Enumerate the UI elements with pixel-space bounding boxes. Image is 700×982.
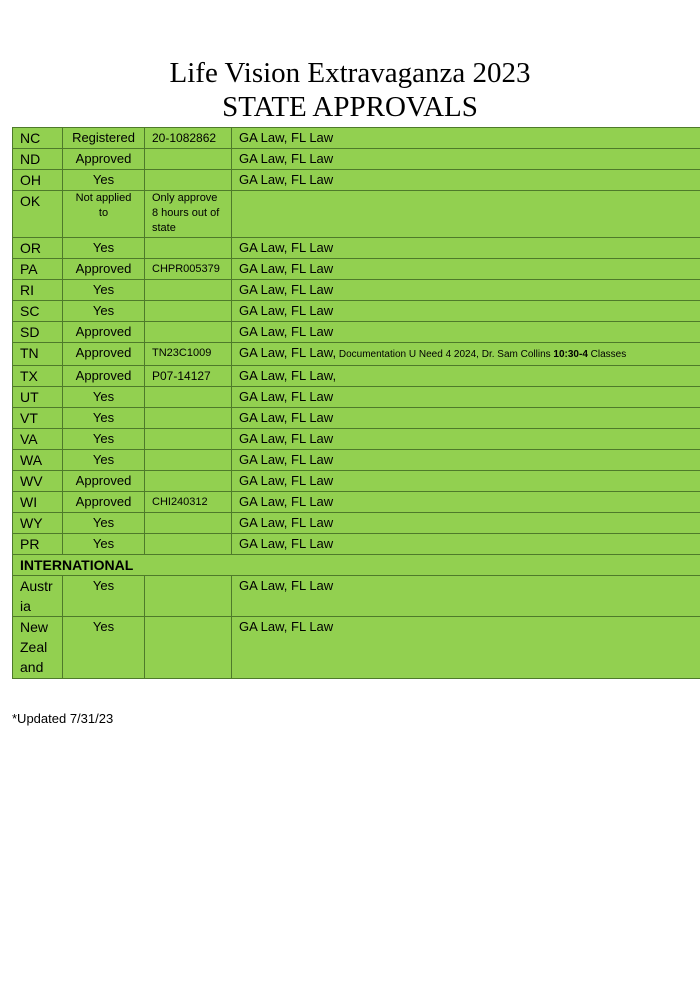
laws-cell: GA Law, FL Law	[232, 450, 700, 471]
laws-cell: GA Law, FL Law	[232, 280, 700, 301]
status-cell: Yes	[63, 408, 145, 429]
laws-cell	[232, 343, 700, 366]
state-cell: WA	[13, 450, 63, 471]
laws-cell: GA Law, FL Law	[232, 387, 700, 408]
laws-cell: GA Law, FL Law,	[232, 366, 700, 387]
table-row	[13, 238, 700, 259]
status-cell: Approved	[63, 366, 145, 387]
laws-cell	[232, 191, 700, 238]
number-cell	[145, 387, 232, 408]
status-cell: Yes	[63, 280, 145, 301]
status-cell: Approved	[63, 343, 145, 366]
table-row	[13, 170, 700, 191]
laws-cell: GA Law, FL Law	[232, 170, 700, 191]
laws-cell: GA Law, FL Law	[232, 301, 700, 322]
table-row	[13, 149, 700, 170]
laws-cell: GA Law, FL Law	[232, 238, 700, 259]
table-row	[13, 492, 700, 513]
country-cell: New Zealand	[13, 617, 63, 679]
state-cell: WI	[13, 492, 63, 513]
number-cell	[145, 322, 232, 343]
state-approvals-table	[12, 127, 700, 679]
table-row	[13, 322, 700, 343]
number-cell	[145, 576, 232, 617]
status-cell: Yes	[63, 513, 145, 534]
state-cell: OR	[13, 238, 63, 259]
table-row	[13, 555, 700, 576]
table-row	[13, 191, 700, 238]
number-cell	[145, 149, 232, 170]
number-cell	[145, 170, 232, 191]
status-cell: Yes	[63, 170, 145, 191]
state-cell: WV	[13, 471, 63, 492]
status-cell: Yes	[63, 429, 145, 450]
status-cell: Yes	[63, 617, 145, 679]
number-cell	[145, 471, 232, 492]
table-row	[13, 128, 700, 149]
state-cell: RI	[13, 280, 63, 301]
laws-cell: GA Law, FL Law	[232, 322, 700, 343]
number-cell: P07-14127	[145, 366, 232, 387]
laws-cell: GA Law, FL Law	[232, 534, 700, 555]
state-cell: UT	[13, 387, 63, 408]
table-row	[13, 429, 700, 450]
table-row	[13, 408, 700, 429]
state-cell: SC	[13, 301, 63, 322]
laws-cell: GA Law, FL Law	[232, 408, 700, 429]
state-cell: TN	[13, 343, 63, 366]
country-cell: Austria	[13, 576, 63, 617]
number-cell	[145, 280, 232, 301]
number-cell	[145, 429, 232, 450]
status-cell: Approved	[63, 322, 145, 343]
laws-text: GA Law, FL Law,	[239, 345, 337, 360]
laws-cell: GA Law, FL Law	[232, 259, 700, 280]
table-row	[13, 513, 700, 534]
number-cell	[145, 408, 232, 429]
status-cell: Yes	[63, 238, 145, 259]
updated-footnote: *Updated 7/31/23	[12, 711, 114, 726]
state-cell: TX	[13, 366, 63, 387]
status-cell: Yes	[63, 534, 145, 555]
status-cell: Yes	[63, 301, 145, 322]
number-cell	[145, 238, 232, 259]
state-cell: OK	[13, 191, 63, 238]
extra-note: Documentation U Need 4 2024, Dr. Sam Collins	[336, 349, 554, 360]
table-row	[13, 387, 700, 408]
laws-cell: GA Law, FL Law	[232, 617, 700, 679]
status-cell: Yes	[63, 387, 145, 408]
status-cell: Approved	[63, 149, 145, 170]
laws-cell: GA Law, FL Law	[232, 513, 700, 534]
status-cell: Yes	[63, 450, 145, 471]
table-row	[13, 450, 700, 471]
laws-cell: GA Law, FL Law	[232, 149, 700, 170]
table-row	[13, 280, 700, 301]
document-title: Life Vision Extravaganza 2023	[169, 57, 531, 89]
state-cell: VA	[13, 429, 63, 450]
extra-note-time: 10:30-4	[553, 349, 588, 360]
table-row	[13, 301, 700, 322]
number-cell	[145, 450, 232, 471]
laws-cell: GA Law, FL Law	[232, 576, 700, 617]
number-cell	[145, 301, 232, 322]
table-row	[13, 259, 700, 280]
status-cell: Approved	[63, 259, 145, 280]
state-cell: PA	[13, 259, 63, 280]
status-cell: Not applied to	[63, 191, 145, 238]
laws-cell: GA Law, FL Law	[232, 471, 700, 492]
extra-note-tail: Classes	[587, 349, 627, 360]
table-row	[13, 366, 700, 387]
laws-cell: GA Law, FL Law	[232, 128, 700, 149]
document-subtitle: STATE APPROVALS	[222, 91, 478, 123]
table-row	[13, 576, 700, 617]
state-cell: PR	[13, 534, 63, 555]
state-cell: WY	[13, 513, 63, 534]
number-cell: Only approve 8 hours out of state	[145, 191, 232, 238]
laws-cell: GA Law, FL Law	[232, 492, 700, 513]
state-cell: NC	[13, 128, 63, 149]
number-cell	[145, 617, 232, 679]
state-cell: OH	[13, 170, 63, 191]
state-cell: ND	[13, 149, 63, 170]
number-cell	[145, 534, 232, 555]
table-row	[13, 343, 700, 366]
number-cell: 20-1082862	[145, 128, 232, 149]
status-cell: Registered	[63, 128, 145, 149]
status-cell: Yes	[63, 576, 145, 617]
table-row	[13, 534, 700, 555]
status-cell: Approved	[63, 471, 145, 492]
state-cell: SD	[13, 322, 63, 343]
table-row	[13, 471, 700, 492]
number-cell: TN23C1009	[145, 343, 232, 366]
status-cell: Approved	[63, 492, 145, 513]
table-row	[13, 617, 700, 679]
number-cell: CHPR005379	[145, 259, 232, 280]
state-cell: VT	[13, 408, 63, 429]
number-cell: CHI240312	[145, 492, 232, 513]
international-section-header: INTERNATIONAL	[13, 555, 700, 576]
number-cell	[145, 513, 232, 534]
laws-cell: GA Law, FL Law	[232, 429, 700, 450]
